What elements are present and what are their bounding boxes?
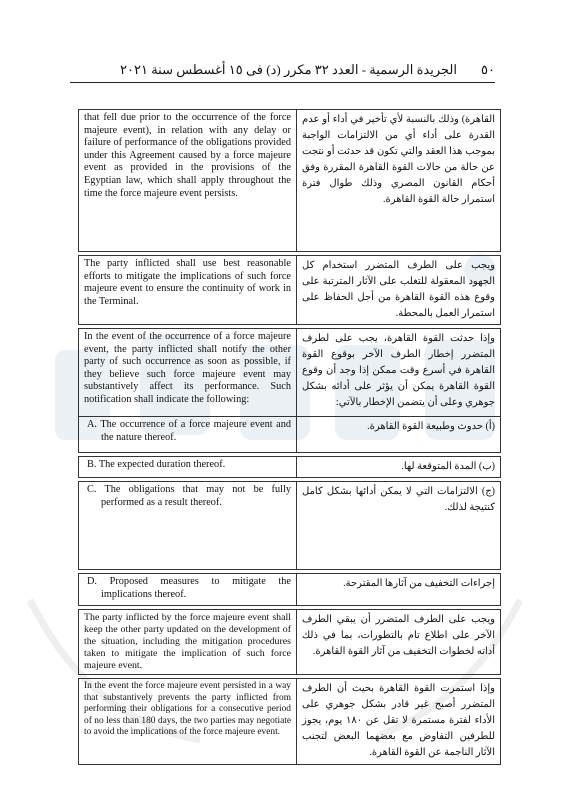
arabic-clause: ويجب على الطرف المتضرر أن يبقي الطرف الآخر على اطلاع تام بالتطورات، بما في ذلك أداته لخطوات التخفيف من آثار القوة القاهرة.: [297, 610, 501, 675]
table-row: [79, 610, 501, 675]
arabic-clause: إجراءات التخفيف من آثارها المقترحة.: [297, 574, 501, 606]
english-clause: The party inflicted shall use best reasonable efforts to mitigate the implications of such force majeure event to ensure the continuity of work in the Terminal.: [79, 256, 297, 325]
arabic-clause: وإذا حدثت القوة القاهرة، يجب على لطرف المتضرر إخطار الطرف الآخر بوقوع القوة القاهرة في أسرع وقت ممكن إذا وجد أن وقوع القوة القاهرة يمكن أن يؤثر على أدائه بشكل جوهري وعلى أن يتضمن الإخطار بالآتي:: [297, 329, 501, 417]
arabic-clause: (ب) المدة المتوقعة لها.: [297, 457, 501, 478]
table-row: [79, 482, 501, 570]
english-clause: In the event the force majeure event persisted in a way that substantively prevents the party inflicted from performing their obligations for a consecutive period of no less than 180 days, the two parties may negotiate to avoid the implications of the force majeure event.: [79, 679, 297, 765]
table-row: [79, 457, 501, 478]
page-number: ٥٠: [481, 62, 495, 77]
table-row: [79, 417, 501, 453]
table-row: [79, 574, 501, 606]
table-row: [79, 329, 501, 417]
english-clause: that fell due prior to the occurrence of the force majeure event), in relation with any delay or failure of performance of the obligations provided under this Agreement caused by a force majeure event as provided in the provisions of the Egyptian law, which shall apply throughout the time the force majeure event persists.: [79, 110, 297, 252]
english-clause: B. The expected duration thereof.: [79, 457, 297, 478]
english-clause: D. Proposed measures to mitigate the implications thereof.: [79, 574, 297, 606]
bilingual-clause-table: [78, 109, 501, 765]
table-row: [79, 110, 501, 252]
english-clause: C. The obligations that may not be fully performed as a result thereof.: [79, 482, 297, 570]
arabic-clause: ويجب على الطرف المتضرر استخدام كل الجهود المعقولة للتغلب على الآثار المترتبة على وقوع هذه القوة القاهرة من أجل الحفاظ على استمرار العمل بالمحطة.: [297, 256, 501, 325]
arabic-clause: (ج) الالتزامات التي لا يمكن أدائها بشكل كامل كنتيجة لذلك.: [297, 482, 501, 570]
arabic-clause: (أ) حدوث وطبيعة القوة القاهرة.: [297, 417, 501, 453]
english-clause: The party inflicted by the force majeure event shall keep the other party updated on the development of the situation, including the mitigation procedures taken to mitigate the implication of such force majeure event.: [79, 610, 297, 675]
page-header: [70, 60, 495, 83]
arabic-clause: القاهرة) وذلك بالنسبة لأي تأخير في أداء أو عدم القدرة على أداء أي من الالتزامات الواجبة بموجب هذا العقد والتي تكون قد حدثت أو نتجت عن حالة من حالات القوة القاهرة المقررة وفق أحكام القانون المصري وذلك طوال فترة استمرار حالة القوة القاهرة.: [297, 110, 501, 252]
arabic-clause: وإذا استمرت القوة القاهرة بحيث أن الطرف المتضرر أصبح غير قادر بشكل جوهري على الأداء لفترة مستمرة لا تقل عن ١٨٠ يوم، يجوز للطرفين التفاوض مع بعضهما البعض لتجنب الآثار الناجمة عن القوة القاهرة.: [297, 679, 501, 765]
gazette-title: الجريدة الرسمية - العدد ٣٢ مكرر (د) فى ١٥ أغسطس سنة ٢٠٢١: [120, 62, 457, 77]
table-row: [79, 256, 501, 325]
table-row: [79, 679, 501, 765]
english-clause: In the event of the occurrence of a force majeure event, the party inflicted shall notify the other party of such occurrence as soon as possible, if they believe such force majeure event may substantively affect its performance. Such notification shall indicate the following:: [79, 329, 297, 417]
english-clause: A. The occurrence of a force majeure event and the nature thereof.: [79, 417, 297, 453]
